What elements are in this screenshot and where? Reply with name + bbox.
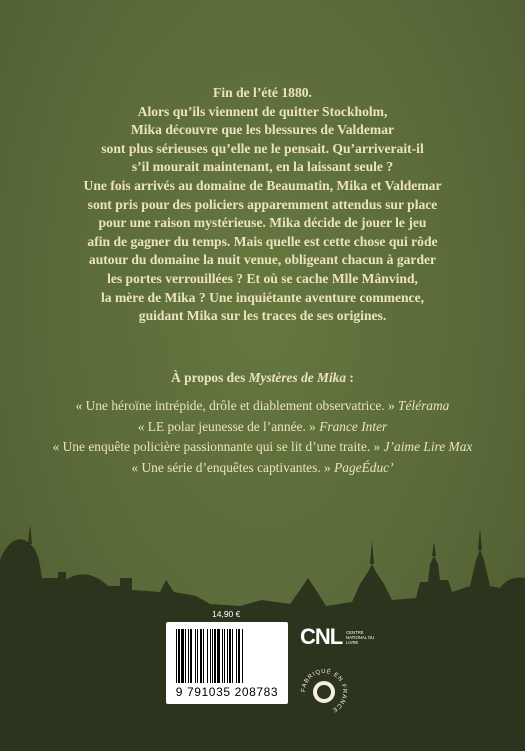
blurb-line: sont plus sérieuses qu’elle ne le pensait. Qu’arriverait-il [101,140,424,156]
press-quotes [20,368,505,478]
cnl-logo [300,624,380,668]
barcode-bar [214,629,216,683]
blurb-line: afin de gagner du temps. Mais quelle est cette chose qui rôde [87,233,438,249]
barcode-bar [212,629,213,683]
cnl-subtitle: CENTRE NATIONAL DU LIVRE [346,630,375,646]
barcode-bar [190,629,192,683]
barcode-bar [232,629,233,683]
quote-source: Télérama [398,398,450,414]
barcode-bar [222,629,223,683]
blurb-line: Une fois arrivés au domaine de Beaumatin, Mika et Valdemar [83,177,442,193]
barcode [166,622,288,704]
quote-source: France Inter [319,418,388,434]
quote-source: PageÉduc’ [334,459,394,475]
blurb-line: pour une raison mystérieuse. Mika décide de jouer le jeu [98,215,427,231]
blurb-line: s’il mourait maintenant, en la laissant seule ? [131,159,394,175]
barcode-bar [176,629,177,683]
blurb-line: Mika découvre que les blessures de Valdemar [130,122,395,138]
barcode-bar [224,629,225,683]
fabrique-text: FABRIQUÉ EN FRANCE [300,668,348,714]
quote: « Une enquête policière passionnante qui se lit d’une traite. » J’aime Lire Max [52,439,473,455]
barcode-bar [185,629,186,683]
barcode-bar [188,629,189,683]
barcode-bar [178,629,180,683]
svg-text:FABRIQUÉ EN FRANCE [301,668,347,713]
blurb-line: la mère de Mika ? Une inquiétante aventure commence, [100,289,425,305]
barcode-bar [200,629,202,683]
barcode-bar [195,629,196,683]
blurb-line: Alors qu’ils viennent de quitter Stockholm, [137,103,388,119]
barcode-bars [176,629,278,683]
blurb-line: les portes verrouillées ? Et où se cache Mlle Mânvind, [107,270,418,286]
barcode-bar [203,629,204,683]
barcode-bar [207,629,208,683]
barcode-bar [181,629,184,683]
cnl-logo-text: CNL [300,624,343,649]
price-label: 14,90 € [212,609,241,619]
barcode-bar [210,629,211,683]
barcode-bar [236,629,237,683]
barcode-bar [238,629,240,683]
barcode-bar [242,629,243,683]
blurb-line: guidant Mika sur les traces de ses origines. [138,308,387,324]
about-heading: À propos des Mystères de Mika : [171,370,354,385]
fabrique-en-france-logo [299,667,349,717]
barcode-bar [227,629,228,683]
barcode-bar [217,629,220,683]
quote: « Une héroïne intrépide, drôle et diablement observatrice. » Télérama [75,398,450,414]
isbn-digits: 9 791035 208783 [175,685,279,699]
quote: « Une série d’enquêtes captivantes. » PageÉduc’ [131,459,394,475]
quote-source: J’aime Lire Max [383,439,473,455]
barcode-bar [197,629,198,683]
blurb-line: autour du domaine la nuit venue, obligeant chacun à garder [88,252,437,268]
barcode-bar [229,629,231,683]
blurb [40,84,485,326]
blurb-line: sont pris pour des policiers apparemment attendus sur place [87,196,438,212]
series-title: Mystères de Mika [248,370,347,385]
blurb-line: Fin de l’été 1880. [213,85,312,100]
quote: « LE polar jeunesse de l’année. » France Inter [137,418,388,434]
